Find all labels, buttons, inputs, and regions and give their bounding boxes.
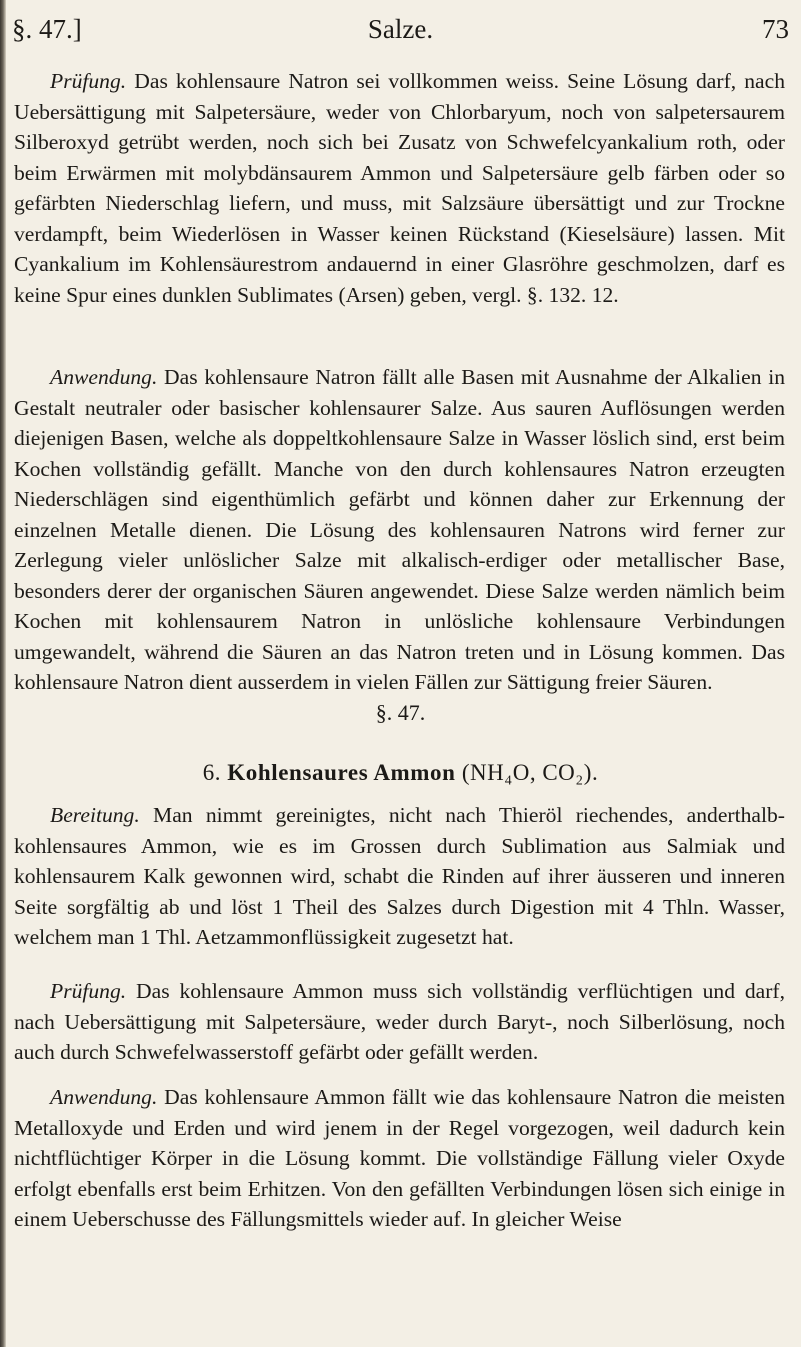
- page-number: 73: [762, 14, 789, 44]
- paragraph-pruefung-ammon: [14, 976, 785, 1068]
- page-spine-shadow: [0, 0, 6, 1347]
- paragraph-pruefung-natron: [14, 66, 785, 310]
- paragraph-lead: Prüfung.: [50, 979, 127, 1003]
- paragraph-anwendung-natron: [14, 362, 785, 698]
- paragraph-text: Das kohlensaure Natron sei vollkommen weiss. Seine Lösung darf, nach Uebersättigung mit Salpetersäure, weder von Chlorbaryum, noch von salpetersaurem Silberoxyd getrübt werden, noch sich bei Zusatz von Schwefelcyankalium roth, oder beim Erwärmen mit molybdänsaurem Ammon und Salpetersäure gelb färben oder so gefärbten Niederschlag liefern, und muss, mit Salzsäure übersättigt und zur Trockne verdampft, beim Wiederlösen in Wasser keinen Rückstand (Kieselsäure) lassen. Mit Cyankalium im Kohlensäurestrom andauernd in einer Glasröhre geschmolzen, darf es keine Spur eines dunklen Sublimates (Arsen) geben, vergl. §. 132. 12.: [14, 69, 785, 307]
- section-item-number: 6.: [202, 760, 222, 785]
- section-formula: (NH₄O, CO₂).: [461, 760, 599, 785]
- paragraph-lead: Bereitung.: [50, 803, 140, 827]
- section-title: [0, 760, 801, 786]
- paragraph-lead: Anwendung.: [50, 365, 158, 389]
- header-section: §. 47.]: [12, 14, 82, 44]
- running-header: [12, 14, 789, 54]
- paragraph-anwendung-ammon: [14, 1082, 785, 1235]
- section-number: §. 47.: [375, 700, 426, 725]
- paragraph-text: Man nimmt gereinigtes, nicht nach Thieröl riechendes, anderthalb-kohlensaures Ammon, wie es im Grossen durch Sublimation aus Salmiak und kohlensaurem Kalk gewonnen wird, schabt die Rinden auf ihrer äusseren und inneren Seite sorgfältig ab und löst 1 Theil des Salzes durch Digestion mit 4 Thln. Wasser, welchem man 1 Thl. Aetzammonflüssigkeit zugesetzt hat.: [14, 803, 785, 949]
- paragraph-lead: Anwendung.: [50, 1085, 158, 1109]
- paragraph-text: Das kohlensaure Ammon fällt wie das kohlensaure Natron die meisten Metalloxyde und Erden und wird jenem in der Regel vorgezogen, weil dadurch kein nichtflüchtiger Körper in die Lösung kommt. Die vollständige Fällung vieler Oxyde erfolgt ebenfalls erst beim Erhitzen. Von den gefällten Verbindungen lösen sich einige in einem Ueberschusse des Fällungsmittels wieder auf. In gleicher Weise: [14, 1085, 785, 1231]
- header-title: Salze.: [367, 14, 434, 44]
- paragraph-text: Das kohlensaure Ammon muss sich vollständig verflüchtigen und darf, nach Uebersättigung mit Salpetersäure, weder durch Baryt-, noch Silberlösung, noch auch durch Schwefelwasserstoff gefärbt oder gefällt werden.: [14, 979, 786, 1064]
- paragraph-text: Das kohlensaure Natron fällt alle Basen mit Ausnahme der Alkalien in Gestalt neutraler oder basischer kohlensaurer Salze. Aus sauren Auflösungen werden diejenigen Basen, welche als doppeltkohlensaure Salze in Wasser löslich sind, erst beim Kochen vollständig gefällt. Manche von den durch kohlensaures Natron erzeugten Niederschlägen sind eigenthümlich gefärbt und können daher zur Erkennung der einzelnen Metalle dienen. Die Lösung des kohlensauren Natrons wird ferner zur Zerlegung vieler unlöslicher Salze mit alkalisch-erdiger oder metallischer Base, besonders derer der organischen Säuren angewendet. Diese Salze werden nämlich beim Kochen mit kohlensaurem Natron in unlösliche kohlensaure Verbindungen umgewandelt, während die Säuren an das Natron treten und in Lösung kommen. Das kohlensaure Natron dient ausserdem in vielen Fällen zur Sättigung freier Säuren.: [14, 365, 785, 694]
- paragraph-lead: Prüfung.: [50, 69, 127, 93]
- paragraph-bereitung-ammon: [14, 800, 785, 953]
- section-title-text: Kohlensaures Ammon: [227, 760, 456, 785]
